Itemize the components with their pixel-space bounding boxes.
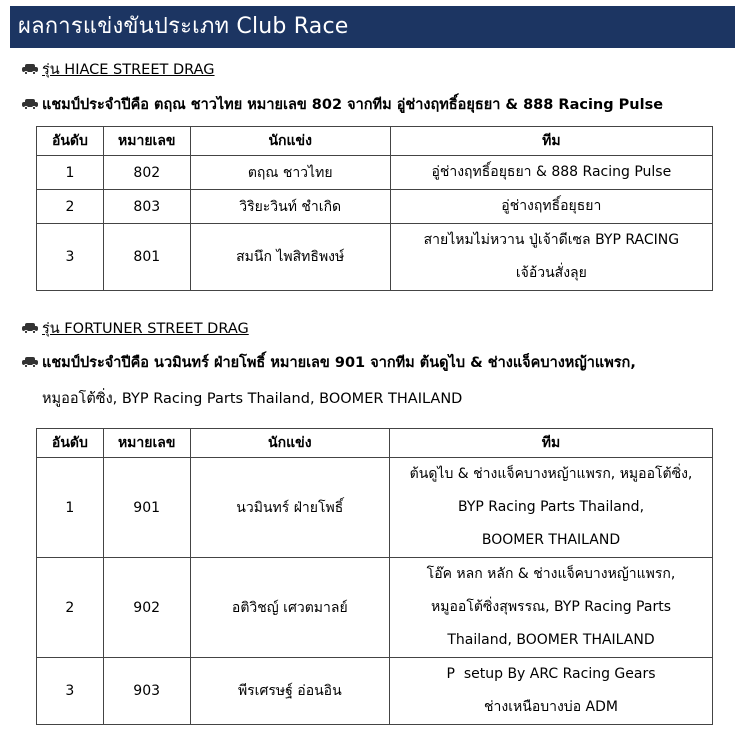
- car-icon: [22, 99, 38, 110]
- fortuner-champion-text-1: แชมป์ประจำปีคือ นวมินทร์ ฝ่ายโพธิ์ หมายเลข 901 จากทีม ต้นดูไบ & ช่างแจ็คบางหญ้าแพรก,: [42, 355, 636, 371]
- table-row: [37, 458, 713, 558]
- number-cell: 803: [103, 190, 190, 224]
- col-number-header: หมายเลข: [103, 127, 190, 156]
- racer-cell: ตฤณ ชาวไทย: [190, 156, 390, 190]
- col-team-header: ทีม: [390, 127, 712, 156]
- team-line: อู่ช่างฤทธิ์อยุธยา: [501, 198, 602, 214]
- team-line: ต้นดูไบ & ช่างแจ็คบางหญ้าแพรก, หมูออโต้ซิ่ง,: [409, 466, 693, 482]
- team-line: P setup By ARC Racing Gears: [446, 666, 656, 682]
- table-row: [37, 224, 713, 291]
- number-cell: 801: [103, 224, 190, 291]
- table-row: [37, 658, 713, 725]
- number-cell: 903: [103, 658, 190, 725]
- rank-cell: 1: [37, 458, 104, 558]
- car-icon: [22, 323, 38, 334]
- col-team-header: ทีม: [390, 429, 713, 458]
- col-rank-header: อันดับ: [37, 429, 104, 458]
- fortuner-model-label: รุ่น FORTUNER STREET DRAG: [42, 321, 249, 337]
- racer-cell: พีรเศรษฐ์ อ่อนอิน: [190, 658, 389, 725]
- rank-cell: 1: [37, 156, 104, 190]
- fortuner-champion-text-2: หมูออโต้ซิ่ง, BYP Racing Parts Thailand, BOOMER THAILAND: [42, 391, 463, 407]
- team-line: เจ้อ้วนสั่งลุย: [515, 265, 587, 281]
- page-title: ผลการแข่งขันประเภท Club Race: [10, 6, 735, 48]
- team-cell: [390, 458, 713, 558]
- team-cell: [390, 658, 713, 725]
- rank-cell: 2: [37, 558, 104, 658]
- team-line: Thailand, BOOMER THAILAND: [447, 632, 655, 648]
- hiace-model-heading: [22, 58, 215, 81]
- number-cell: 901: [103, 458, 190, 558]
- table-header-row: [37, 127, 713, 156]
- team-line: ช่างเหนือบางบ่อ ADM: [484, 699, 618, 715]
- col-racer-header: นักแข่ง: [190, 127, 390, 156]
- hiace-model-label: รุ่น HIACE STREET DRAG: [42, 62, 215, 78]
- team-line: BYP Racing Parts Thailand,: [457, 499, 645, 515]
- fortuner-model-heading: [22, 317, 249, 340]
- racer-cell: สมนึก ไพสิทธิพงษ์: [190, 224, 390, 291]
- rank-cell: 3: [37, 658, 104, 725]
- hiace-champion-line: [22, 93, 663, 116]
- racer-cell: วิริยะวินท์ ชำเกิด: [190, 190, 390, 224]
- col-racer-header: นักแข่ง: [190, 429, 389, 458]
- rank-cell: 3: [37, 224, 104, 291]
- fortuner-champion-line-2: [42, 387, 462, 410]
- team-line: อู่ช่างฤทธิ์อยุธยา & 888 Racing Pulse: [431, 164, 672, 180]
- team-line: โอ๊ค หลก หลัก & ช่างแจ็คบางหญ้าแพรก,: [426, 566, 676, 582]
- team-line: หมูออโต้ซิ่งสุพรรณ, BYP Racing Parts: [431, 599, 671, 615]
- car-icon: [22, 357, 38, 368]
- number-cell: 802: [103, 156, 190, 190]
- fortuner-results-table: [36, 428, 713, 725]
- hiace-results-table: [36, 126, 713, 291]
- table-header-row: [37, 429, 713, 458]
- team-line: สายไหมไม่หวาน ปู่เจ้าดีเซล BYP RACING: [423, 232, 680, 248]
- team-cell: [390, 558, 713, 658]
- number-cell: 902: [103, 558, 190, 658]
- table-row: [37, 156, 713, 190]
- car-icon: [22, 64, 38, 75]
- team-cell: [390, 156, 712, 190]
- team-cell: [390, 224, 712, 291]
- rank-cell: 2: [37, 190, 104, 224]
- racer-cell: นวมินทร์ ฝ่ายโพธิ์: [190, 458, 389, 558]
- hiace-champion-text: แชมป์ประจำปีคือ ตฤณ ชาวไทย หมายเลข 802 จากทีม อู่ช่างฤทธิ์อยุธยา & 888 Racing Pulse: [42, 97, 664, 113]
- racer-cell: อติวิชญ์ เศวตมาลย์: [190, 558, 389, 658]
- col-rank-header: อันดับ: [37, 127, 104, 156]
- table-row: [37, 190, 713, 224]
- team-cell: [390, 190, 712, 224]
- col-number-header: หมายเลข: [103, 429, 190, 458]
- table-row: [37, 558, 713, 658]
- team-line: BOOMER THAILAND: [481, 532, 621, 548]
- fortuner-champion-line: [22, 351, 636, 374]
